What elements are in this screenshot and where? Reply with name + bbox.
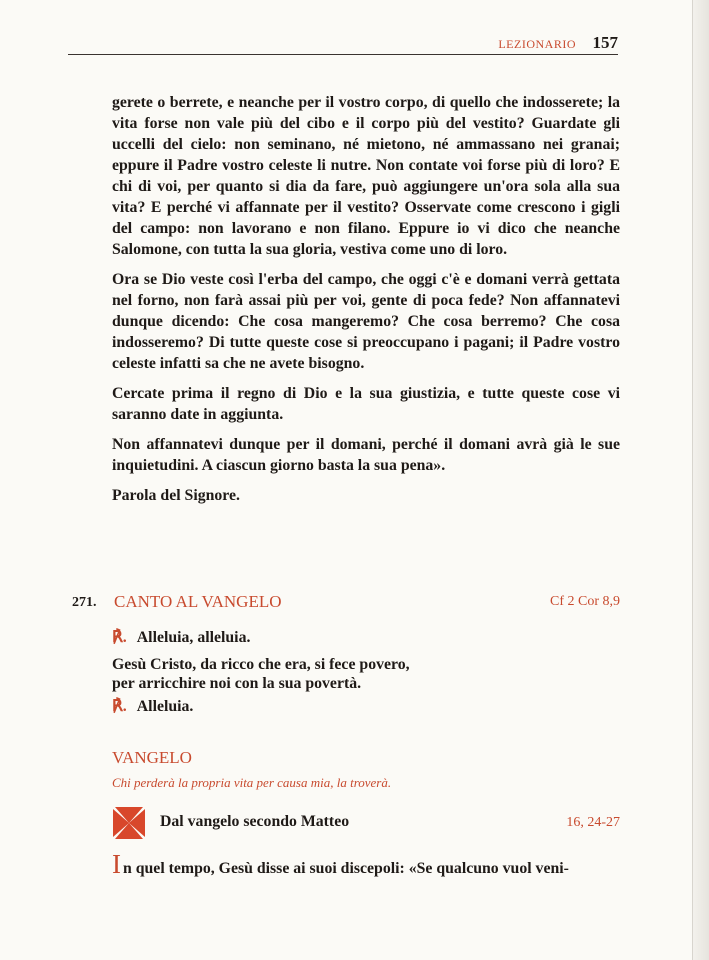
- response-line: [112, 628, 620, 647]
- response-symbol: ℟.: [112, 629, 127, 646]
- response-symbol: ℟.: [112, 698, 127, 715]
- gospel-acclamation: [112, 628, 620, 716]
- paragraph: Ora se Dio veste così l'erba del campo, che oggi c'è e domani verrà gettata nel forno, non farà assai più per voi, gente di poca fede? Non affannatevi dunque dicendo: Che cosa mangeremo? Che cosa berremo? Che cosa indosseremo? Di tutte queste cose si preoccupano i pagani; il Padre vostro celeste infatti sa che ne avete bisogno.: [112, 271, 620, 372]
- gospel-intro: Dal vangelo secondo Matteo: [160, 813, 350, 830]
- closing-formula: Parola del Signore.: [112, 487, 240, 504]
- page-edge: [692, 0, 709, 960]
- section-271-heading: [72, 592, 620, 614]
- section-number: 271.: [72, 595, 97, 610]
- vangelo-title: VANGELO: [112, 748, 192, 767]
- vangelo-subtitle: Chi perderà la propria vita per causa mia, la troverà.: [112, 775, 392, 790]
- response-line: [112, 697, 620, 716]
- paragraph: Cercate prima il regno di Dio e la sua giustizia, e tutte queste cose vi saranno date in aggiunta.: [112, 385, 620, 423]
- initial-letter: I: [112, 849, 121, 879]
- gospel-continuation: [112, 92, 620, 515]
- response-text: Alleluia, alleluia.: [136, 629, 251, 646]
- maltese-cross-icon: [112, 806, 146, 840]
- gospel-reference: 16, 24-27: [566, 815, 620, 830]
- paragraph: gerete o berrete, e neanche per il vostro corpo, di quello che indosserete; la vita forse non vale più del cibo e il corpo più del vestito? Guardate gli uccelli del cielo: non seminano, né mietono, né ammassano nei granai; eppure il Padre vostro celeste li nutre. Non contate voi forse più di loro? E chi di voi, per quanto si dia da fare, può aggiungere un'ora sola alla sua vita? E perché vi affannate per il vestito? Osservate come crescono i gigli del campo: non lavorano e non filano. Eppure io vi dico che neanche Salomone, con tutta la sua gloria, vestiva come uno di loro.: [112, 94, 620, 258]
- page-number: 157: [592, 33, 618, 52]
- response-text: Alleluia.: [136, 698, 194, 715]
- verse-line: per arricchire noi con la sua povertà.: [112, 675, 362, 692]
- running-header: [68, 34, 618, 55]
- section-title: CANTO AL VANGELO: [114, 592, 282, 611]
- gospel-first-line: [112, 849, 620, 881]
- header-section-title: LEZIONARIO: [498, 37, 576, 51]
- first-line-text: n quel tempo, Gesù disse ai suoi discepoli: «Se qualcuno vuol veni-: [123, 860, 569, 877]
- verse-line: Gesù Cristo, da ricco che era, si fece povero,: [112, 656, 410, 673]
- scripture-reference: Cf 2 Cor 8,9: [550, 594, 620, 609]
- paragraph: Non affannatevi dunque per il domani, perché il domani avrà già le sue inquietudini. A ciascun giorno basta la sua pena».: [112, 436, 620, 474]
